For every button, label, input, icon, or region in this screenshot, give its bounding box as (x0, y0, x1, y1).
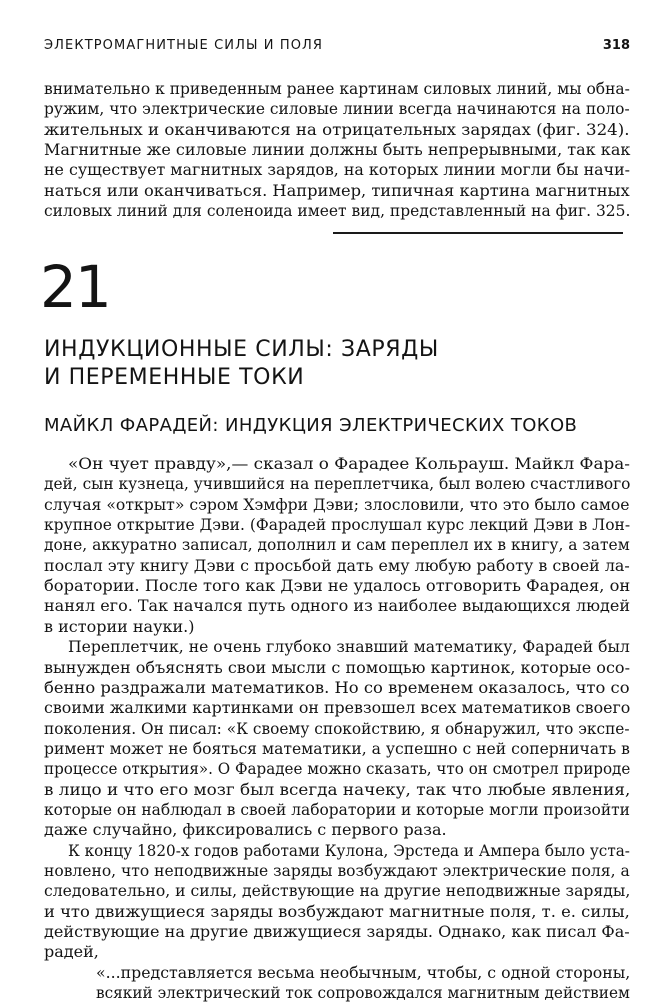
chapter-title-line: И ПЕРЕМЕННЫЕ ТОКИ (44, 365, 305, 390)
text-line: даже случайно, фиксировались с первого раза. (44, 820, 447, 840)
section-end-rule (333, 232, 623, 234)
text-line: поколения. Он писал: «К своему спокойствию, я обнаружил, что экспе- (44, 718, 630, 738)
text-line: силовых линий для соленоида имеет вид, представленный на фиг. 325. (44, 200, 631, 220)
text-line: К концу 1820-х годов работами Кулона, Эрстеда и Ампера было уста- (68, 840, 630, 860)
text-line: в истории науки.) (44, 616, 195, 636)
text-line: радей, (44, 942, 99, 962)
text-line: своими жалкими картинками он превзошел всех математиков своего (44, 698, 631, 718)
text-line: бенно раздражали математиков. Но со временем оказалось, что со (44, 677, 630, 697)
body-text (44, 454, 631, 1003)
text-line: «...представляется весьма необычным, чтобы, с одной стороны, (96, 962, 631, 982)
running-head (44, 38, 630, 58)
text-line: которые он наблюдал в своей лаборатории и которые могли произойти (44, 799, 630, 819)
text-line: Магнитные же силовые линии должны быть непрерывными, так как (44, 139, 631, 159)
text-line: жительных и оканчиваются на отрицательных зарядах (фиг. 324). (44, 119, 630, 139)
text-line: «Он чует правду»,— сказал о Фарадее Кольрауш. Майкл Фара- (68, 454, 630, 473)
text-line: всякий электрический ток сопровождался магнитным действием (96, 983, 630, 1003)
chapter-title-line: ИНДУКЦИОННЫЕ СИЛЫ: ЗАРЯДЫ (44, 337, 439, 362)
intro-paragraph (44, 79, 630, 219)
text-line: ружим, что электрические силовые линии всегда начинаются на поло- (44, 99, 630, 119)
text-line: вынужден объяснять свои мысли с помощью картинок, которые осо- (44, 657, 630, 677)
text-line: Переплетчик, не очень глубоко знавший математику, Фарадей был (68, 637, 630, 657)
text-line: не существует магнитных зарядов, на которых линии могли бы начи- (44, 160, 631, 180)
text-line: действующие на другие движущиеся заряды. Однако, как писал Фа- (44, 922, 630, 942)
text-line: крупное открытие Дэви. (Фарадей прослушал курс лекций Дэви в Лон- (44, 515, 631, 535)
section-title: МАЙКЛ ФАРАДЕЙ: ИНДУКЦИЯ ЭЛЕКТРИЧЕСКИХ ТОКОВ (44, 415, 578, 436)
running-head-title: ЭЛЕКТРОМАГНИТНЫЕ СИЛЫ И ПОЛЯ (44, 38, 324, 53)
text-line: и что движущиеся заряды возбуждают магнитные поля, т. е. силы, (44, 901, 630, 921)
text-line: боратории. После того как Дэви не удалось отговорить Фарадея, он (44, 576, 631, 596)
text-line: римент может не бояться математики, а успешно с ней соперничать в (44, 738, 630, 758)
text-line: внимательно к приведенным ранее картинам силовых линий, мы обна- (44, 79, 630, 98)
text-line: наться или оканчиваться. Например, типичная картина магнитных (44, 180, 630, 200)
text-line: послал эту книгу Дэви с просьбой дать ему любую работу в своей ла- (44, 555, 630, 575)
text-line: следовательно, и силы, действующие на другие неподвижные заряды, (44, 881, 631, 901)
text-line: нанял его. Так начался путь одного из наиболее выдающихся людей (44, 596, 631, 616)
page-number: 318 (602, 38, 630, 53)
text-line: в лицо и что его мозг был всегда начеку, так что любые явления, (44, 779, 631, 799)
text-line: новлено, что неподвижные заряды возбуждают электрические поля, а (44, 861, 630, 880)
chapter-number: 21 (40, 253, 110, 321)
text-line: дей, сын кузнеца, учившийся на переплетчика, был волею счастливого (44, 474, 631, 494)
text-line: процессе открытия». О Фарадее можно сказать, что он смотрел природе (44, 759, 631, 779)
text-line: случая «открыт» сэром Хэмфри Дэви; злословили, что это было самое (44, 494, 630, 514)
text-line: доне, аккуратно записал, дополнил и сам переплел их в книгу, а затем (44, 535, 630, 555)
